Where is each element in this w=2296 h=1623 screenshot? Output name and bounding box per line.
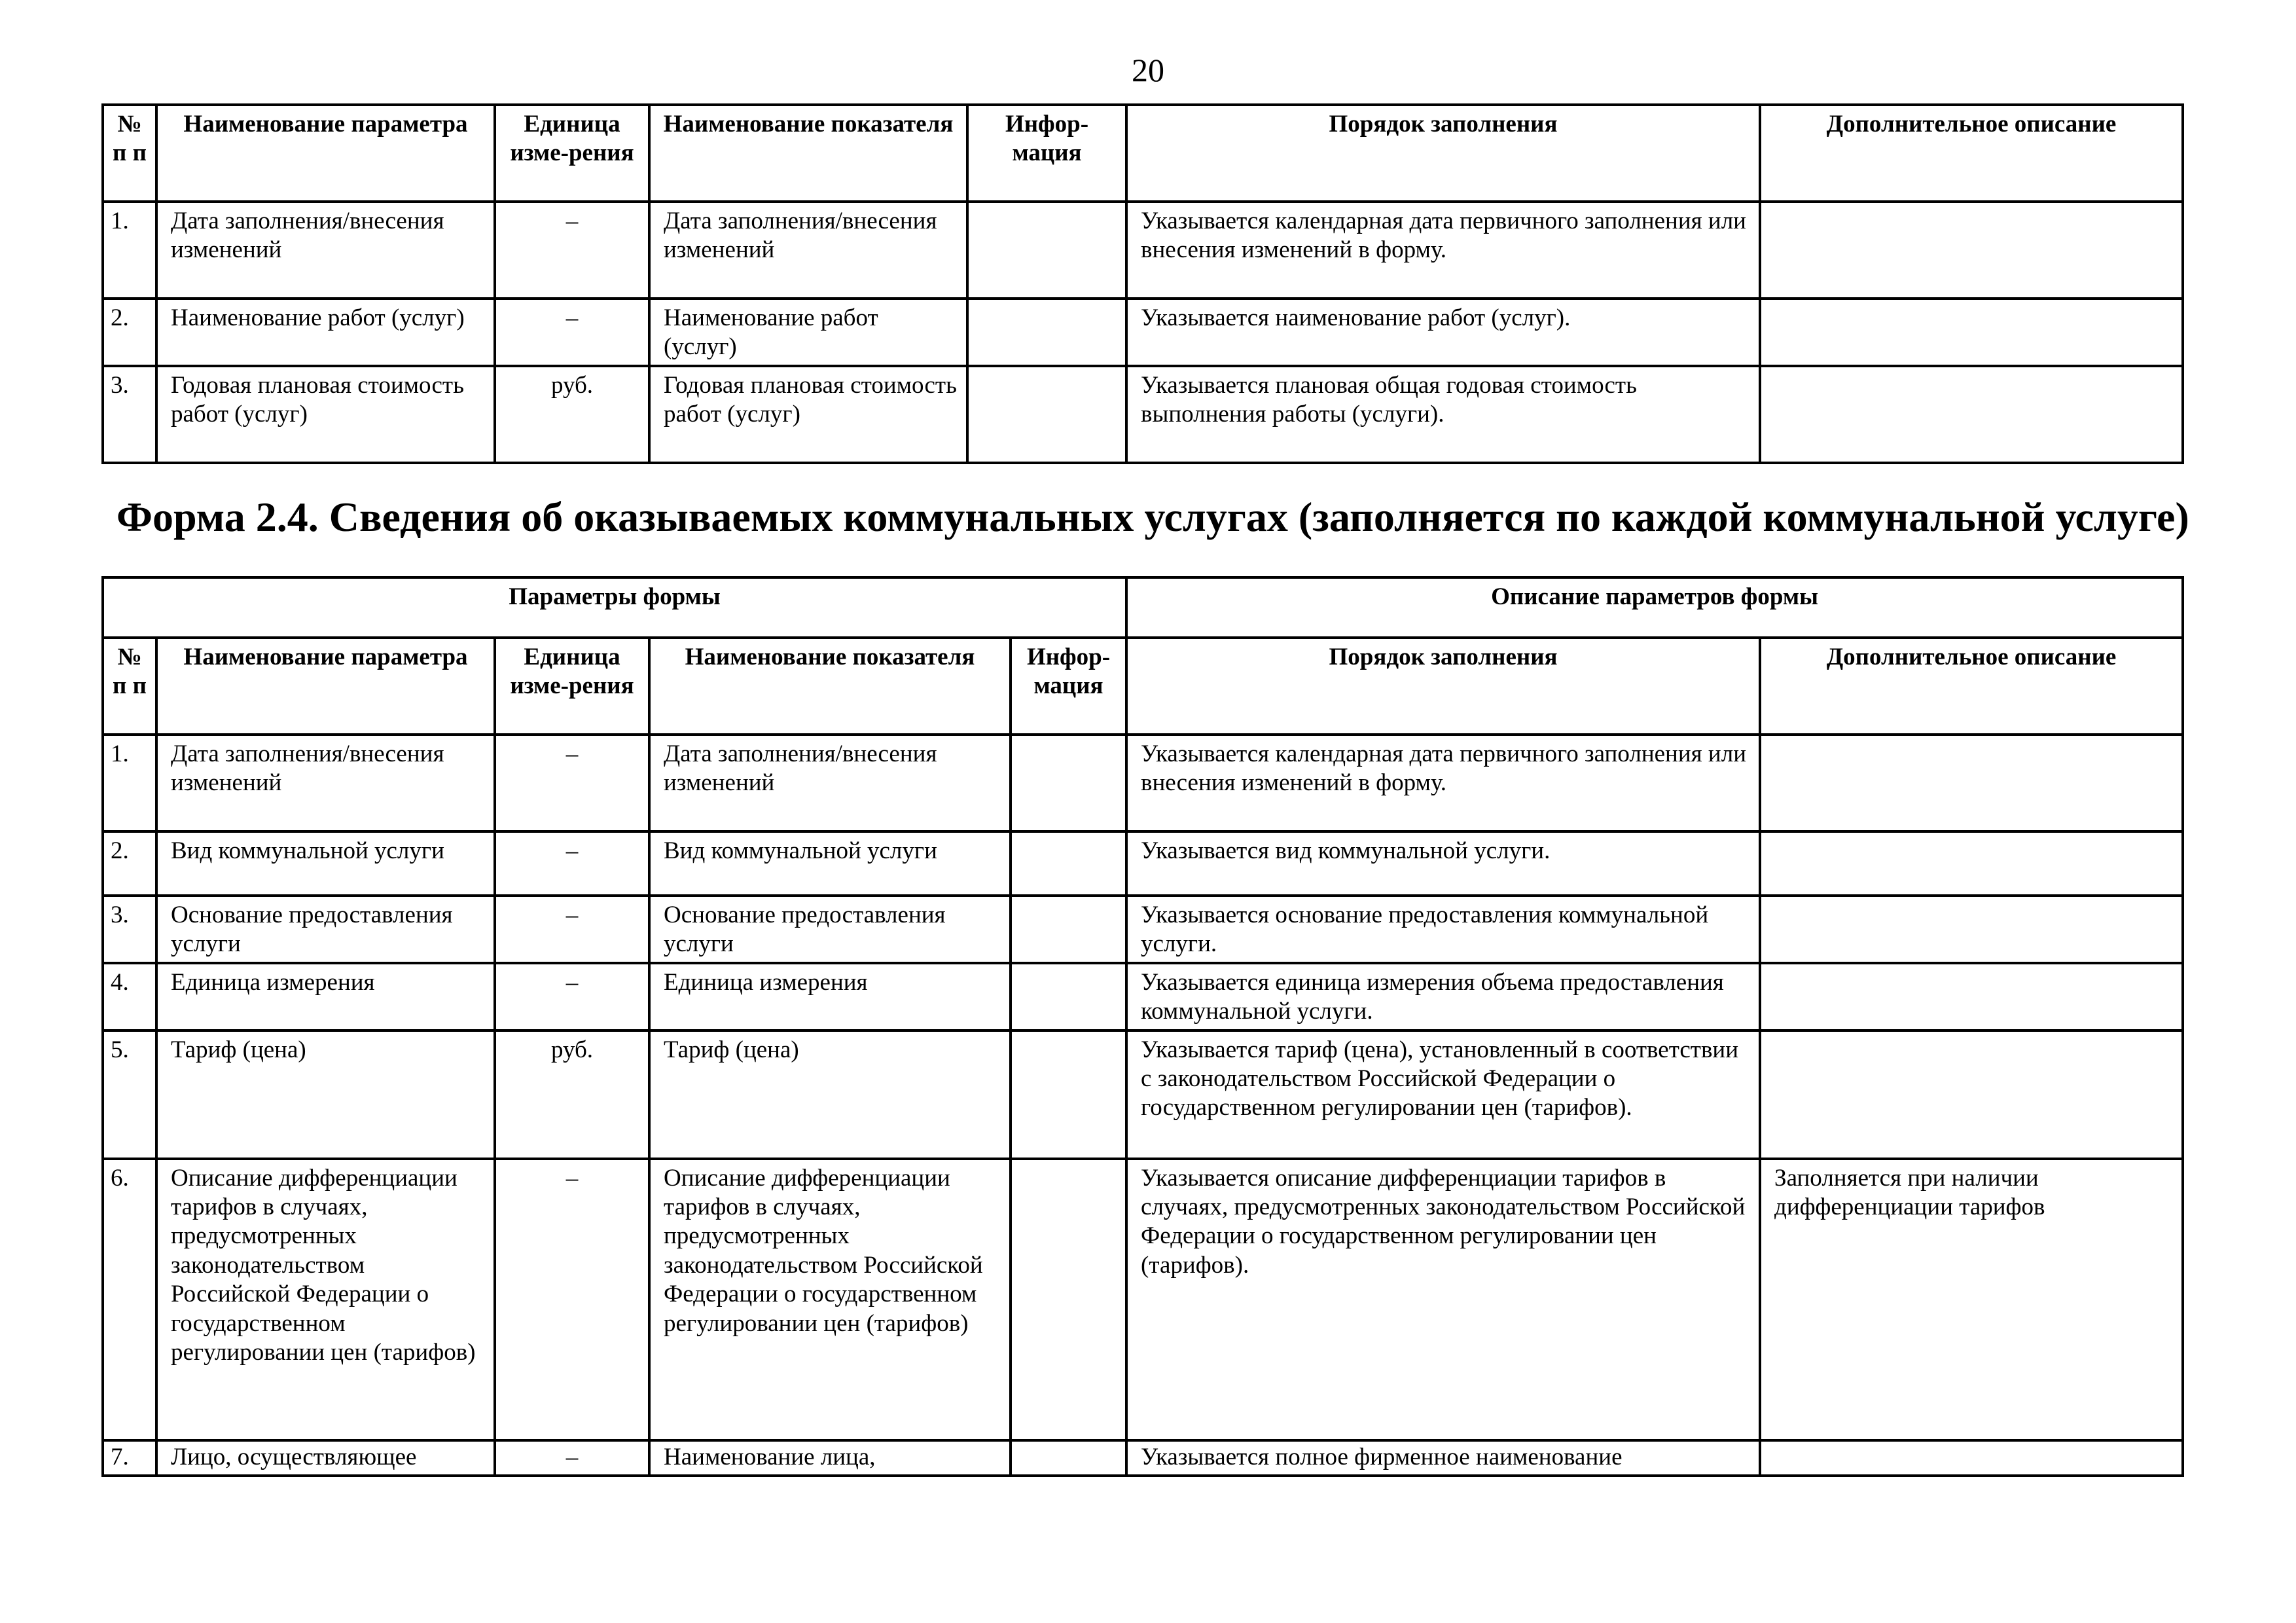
row-indicator: Годовая плановая стоимость работ (услуг)	[649, 366, 967, 463]
row-param: Дата заполнения/внесения изменений	[156, 735, 495, 831]
row-indicator: Основание предоставления услуги	[649, 896, 1011, 963]
row-num: 7.	[103, 1440, 156, 1476]
row-param: Тариф (цена)	[156, 1030, 495, 1159]
row-indicator: Дата заполнения/внесения изменений	[649, 735, 1011, 831]
row-extra	[1760, 299, 2183, 366]
row-extra	[1760, 202, 2183, 299]
row-param: Лицо, осуществляющее	[156, 1440, 495, 1476]
form-title: Форма 2.4. Сведения об оказываемых коммунальных услугах (заполняется по каждой коммунальной услуге)	[117, 494, 2189, 540]
header-info: Инфор-мация	[967, 105, 1126, 202]
table-row	[103, 1440, 2183, 1476]
row-num: 3.	[103, 366, 156, 463]
row-extra	[1760, 1440, 2183, 1476]
row-extra	[1760, 1030, 2183, 1159]
row-param: Единица измерения	[156, 963, 495, 1030]
group-header-params-description: Описание параметров формы	[1126, 577, 2183, 638]
row-order: Указывается тариф (цена), установленный в соответствии с законодательством Российской Федерации о государственном регулировании цен (тарифов).	[1126, 1030, 1760, 1159]
table-header-row	[103, 638, 2183, 735]
table-form-2-3-continued	[101, 103, 2184, 464]
header-num: № п п	[103, 638, 156, 735]
row-num: 5.	[103, 1030, 156, 1159]
row-indicator: Тариф (цена)	[649, 1030, 1011, 1159]
row-param: Годовая плановая стоимость работ (услуг)	[156, 366, 495, 463]
row-extra: Заполняется при наличии дифференциации тарифов	[1760, 1159, 2183, 1440]
header-fill-order: Порядок заполнения	[1126, 105, 1760, 202]
row-unit: –	[495, 831, 649, 896]
header-unit: Единица изме-рения	[495, 638, 649, 735]
table-row	[103, 366, 2183, 463]
row-order: Указывается полное фирменное наименование	[1126, 1440, 1760, 1476]
table-row	[103, 1030, 2183, 1159]
row-num: 2.	[103, 831, 156, 896]
row-extra	[1760, 896, 2183, 963]
row-order: Указывается наименование работ (услуг).	[1126, 299, 1760, 366]
row-indicator: Вид коммунальной услуги	[649, 831, 1011, 896]
row-num: 1.	[103, 202, 156, 299]
row-unit: –	[495, 299, 649, 366]
header-unit: Единица изме-рения	[495, 105, 649, 202]
row-unit: –	[495, 963, 649, 1030]
row-param: Дата заполнения/внесения изменений	[156, 202, 495, 299]
group-header-form-params: Параметры формы	[103, 577, 1126, 638]
table-row	[103, 963, 2183, 1030]
table-header-row	[103, 105, 2183, 202]
table-row	[103, 299, 2183, 366]
header-indicator: Наименование показателя	[649, 638, 1011, 735]
row-unit: –	[495, 896, 649, 963]
row-param: Основание предоставления услуги	[156, 896, 495, 963]
row-order: Указывается вид коммунальной услуги.	[1126, 831, 1760, 896]
row-unit: руб.	[495, 366, 649, 463]
header-extra-desc: Дополнительное описание	[1760, 105, 2183, 202]
row-info	[1011, 1159, 1126, 1440]
row-param: Вид коммунальной услуги	[156, 831, 495, 896]
header-num: № п п	[103, 105, 156, 202]
row-indicator: Описание дифференциации тарифов в случаях, предусмотренных законодательством Российской Федерации о государственном регулировании цен (тарифов)	[649, 1159, 1011, 1440]
row-info	[967, 366, 1126, 463]
table-row	[103, 202, 2183, 299]
row-num: 3.	[103, 896, 156, 963]
row-param: Наименование работ (услуг)	[156, 299, 495, 366]
row-order: Указывается плановая общая годовая стоимость выполнения работы (услуги).	[1126, 366, 1760, 463]
table-row	[103, 1159, 2183, 1440]
row-indicator: Наименование лица,	[649, 1440, 1011, 1476]
header-info: Инфор-мация	[1011, 638, 1126, 735]
row-indicator: Дата заполнения/внесения изменений	[649, 202, 967, 299]
row-num: 2.	[103, 299, 156, 366]
row-extra	[1760, 735, 2183, 831]
header-param-name: Наименование параметра	[156, 105, 495, 202]
row-num: 6.	[103, 1159, 156, 1440]
row-order: Указывается описание дифференциации тарифов в случаях, предусмотренных законодательством Российской Федерации о государственном регулировании цен (тарифов).	[1126, 1159, 1760, 1440]
row-unit: –	[495, 735, 649, 831]
table-row	[103, 831, 2183, 896]
row-extra	[1760, 366, 2183, 463]
header-extra-desc: Дополнительное описание	[1760, 638, 2183, 735]
row-info	[1011, 1030, 1126, 1159]
row-num: 1.	[103, 735, 156, 831]
row-unit: –	[495, 202, 649, 299]
row-order: Указывается основание предоставления коммунальной услуги.	[1126, 896, 1760, 963]
row-info	[1011, 1440, 1126, 1476]
row-order: Указывается календарная дата первичного заполнения или внесения изменений в форму.	[1126, 202, 1760, 299]
row-indicator: Единица измерения	[649, 963, 1011, 1030]
row-info	[1011, 735, 1126, 831]
row-unit: –	[495, 1440, 649, 1476]
row-num: 4.	[103, 963, 156, 1030]
table-row	[103, 735, 2183, 831]
row-info	[1011, 963, 1126, 1030]
header-indicator: Наименование показателя	[649, 105, 967, 202]
table-group-header-row	[103, 577, 2183, 638]
row-unit: руб.	[495, 1030, 649, 1159]
row-info	[1011, 831, 1126, 896]
row-unit: –	[495, 1159, 649, 1440]
row-info	[967, 202, 1126, 299]
row-extra	[1760, 831, 2183, 896]
page-number: 20	[1132, 52, 1164, 88]
header-fill-order: Порядок заполнения	[1126, 638, 1760, 735]
row-extra	[1760, 963, 2183, 1030]
table-row	[103, 896, 2183, 963]
row-order: Указывается единица измерения объема предоставления коммунальной услуги.	[1126, 963, 1760, 1030]
row-indicator: Наименование работ (услуг)	[649, 299, 967, 366]
table-form-2-4	[101, 576, 2184, 1477]
row-param: Описание дифференциации тарифов в случаях, предусмотренных законодательством Российской Федерации о государственном регулировании цен (тарифов)	[156, 1159, 495, 1440]
header-param-name: Наименование параметра	[156, 638, 495, 735]
row-info	[1011, 896, 1126, 963]
row-order: Указывается календарная дата первичного заполнения или внесения изменений в форму.	[1126, 735, 1760, 831]
row-info	[967, 299, 1126, 366]
